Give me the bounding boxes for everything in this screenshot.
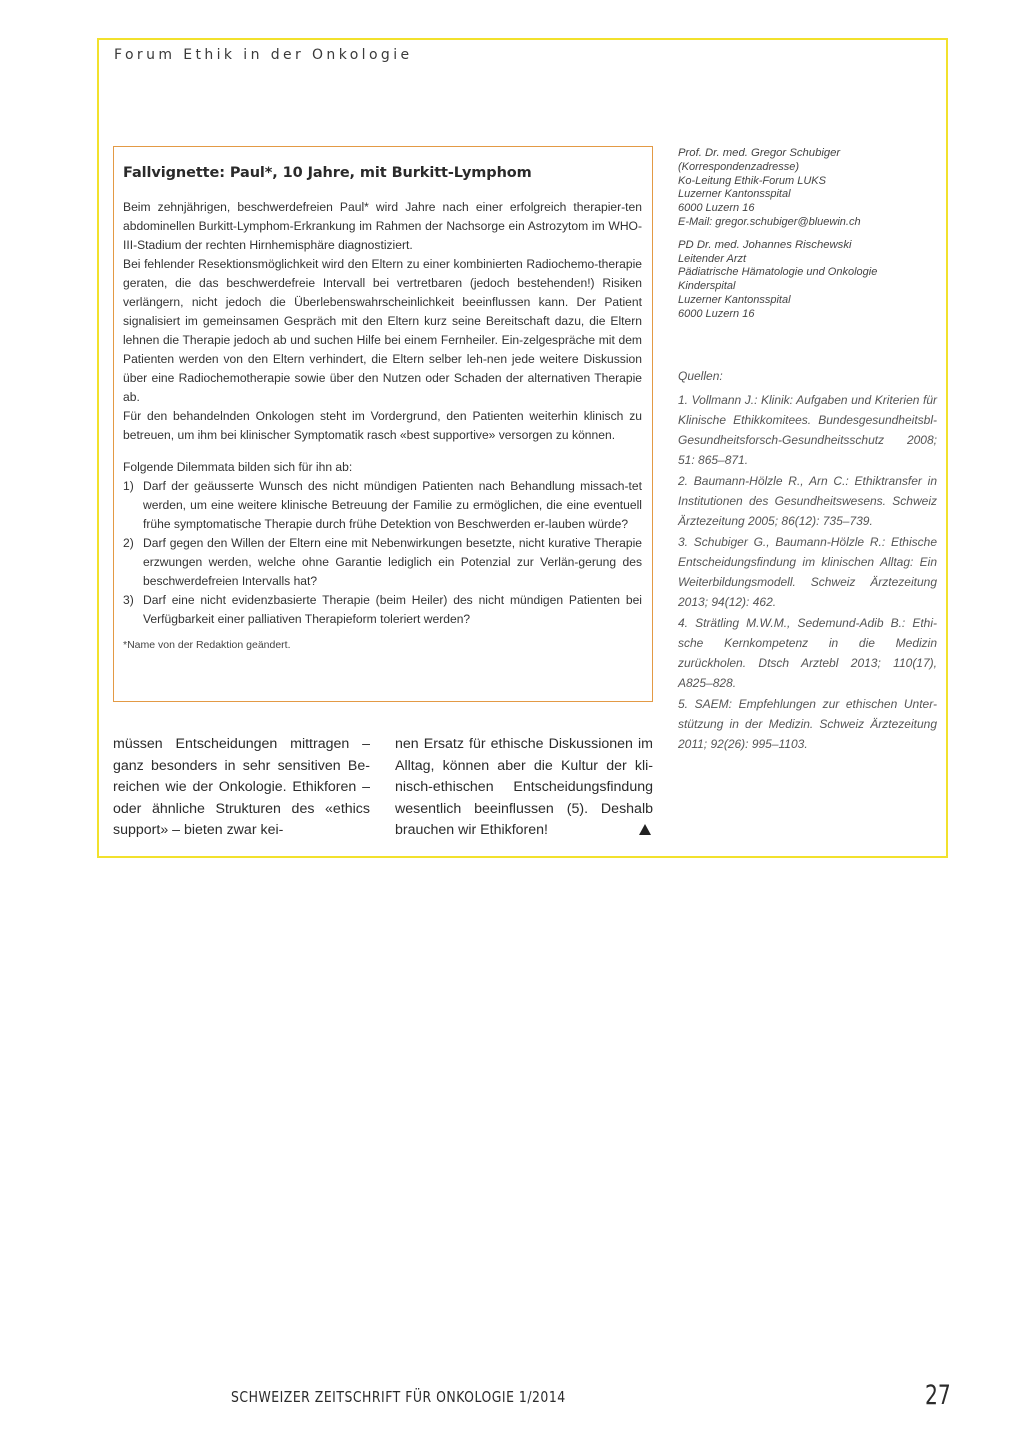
reference-item: 2. Baumann-Hölzle R., Arn C.: Ethiktransfer in Institutionen des Gesundheitswesens. Schweiz Ärztezeitung 2005; 86(12): 735–739. [678,474,937,528]
dilemma-item [123,534,642,591]
dilemma-list [123,477,642,629]
author-block [678,239,940,322]
author-line: 6000 Luzern 16 [678,202,755,215]
reference-item: 3. Schubiger G., Baumann-Hölzle R.: Ethische Entscheidungsfindung im klinischen Alltag: Ein Weiterbildungsmodell. Schweiz Ärztezeitung 2013; 94(12): 462. [678,535,937,609]
dilemma-number: 1) [123,479,134,493]
author-line: Luzerner Kantonsspital [678,188,791,201]
author-line: (Korrespondenzadresse) [678,160,800,173]
case-vignette-box [113,146,653,702]
reference-item: 5. SAEM: Empfehlungen zur ethischen Unter-stützung in der Medizin. Schweiz Ärztezeitung 2011; 92(26): 995–1103. [678,697,937,751]
dilemma-item [123,477,642,534]
author-line: Pädiatrische Hämatologie und Onkologie [678,266,878,279]
case-body [123,198,642,651]
case-paragraph: Für den behandelnden Onkologen steht im Vordergrund, den Patienten weiterhin klinisch zu betreuen, um ihm bei klinischer Symptomatik rasch «best supportive» versorgen zu können. [123,409,642,442]
author-name: PD Dr. med. Johannes Rischewski [678,238,852,251]
section-title: Forum Ethik in der Onkologie [114,47,413,63]
case-title: Fallvignette: Paul*, 10 Jahre, mit Burkitt-Lymphom [123,165,532,181]
case-footnote: *Name von der Redaktion geändert. [123,639,291,651]
body-text-right-column: nen Ersatz für ethische Diskussionen im Alltag, können aber die Kultur der kli-nisch-ethischen Entscheidungsfindung wesentlich beeinflussen (5). Deshalb brauchen wir Ethikforen! [395,736,653,839]
author-name: Prof. Dr. med. Gregor Schubiger [678,147,841,159]
dilemma-intro: Folgende Dilemmata bilden sich für ihn ab: [123,460,353,474]
author-block [678,147,940,230]
reference-item: 4. Strätling M.W.M., Sedemund-Adib B.: Ethi-sche Kernkompetenz in die Medizin zurückholen. Dtsch Arztebl 2013; 110(17), A825–828. [678,616,937,690]
case-paragraph: Beim zehnjährigen, beschwerdefreien Paul* wird Jahre nach einer erfolgreich therapier-ten abdominellen Burkitt-Lymphom-Erkrankung im Rahmen der Nachsorge ein Astrozytom im WHO-III-Stadium der rechten Hirnhemisphäre diagnostiziert. [123,200,642,252]
author-email: E-Mail: gregor.schubiger@bluewin.ch [678,215,861,228]
reference-item: 1. Vollmann J.: Klinik: Aufgaben und Kriterien für Klinische Ethikkomitees. Bundesgesundheitsbl-Gesundheitsforsch-Gesundheitsschutz 2008; 51: 865–871. [678,393,937,467]
dilemma-number: 2) [123,536,134,550]
references [678,366,937,755]
case-paragraph: Bei fehlender Resektionsmöglichkeit wird den Eltern zu einer kombinierten Radiochemo-therapie geraten, die das beschwerdefreie Intervall bei vertretbaren (jedoch bestehenden!) Risiken verlängern, nicht jedoch die Überlebenswahrscheinlichkeit beeinflussen kann. Der Patient signalisiert im gemeinsamen Gespräch mit den Eltern kurz seine Bereitschaft dazu, die Eltern lehnen die Therapie jedoch ab und suchen Hilfe bei einem Fernheiler. Ein-zelgespräche mit dem Patienten werden von den Eltern verhindert, die Eltern selber leh-nen jede weitere Diskussion über eine Radiochemotherapie sowie über den Nutzen oder Schaden der alternativen Therapie ab. [123,257,642,404]
author-line: Leitender Arzt [678,252,747,265]
dilemma-text: Darf der geäusserte Wunsch des nicht mündigen Patienten nach Behandlung missach-tet werden, um eine weitere klinische Betreuung der Familie zu ermöglichen, die eine eventuell frühe symptomatische Therapie durch frühe Detektion von Beschwerden er-lauben würde? [143,479,642,531]
journal-footer: SCHWEIZER ZEITSCHRIFT FÜR ONKOLOGIE 1/2014 [231,1388,566,1406]
references-label: Quellen: [678,369,723,383]
end-of-article-triangle-icon [639,824,651,835]
author-line: Kinderspital [678,280,736,293]
page-number: 27 [925,1380,951,1411]
dilemma-text: Darf eine nicht evidenzbasierte Therapie (beim Heiler) des nicht mündigen Patienten bei Verfügbarkeit einer palliativen Therapieform toleriert werden? [143,593,642,626]
author-line: 6000 Luzern 16 [678,307,755,320]
body-text-left-column: müssen Entscheidungen mittragen – ganz besonders in sehr sensitiven Be-reichen wie der Onkologie. Ethikforen – oder ähnliche Strukturen des «ethics support» – bieten zwar kei- [113,736,370,839]
author-info [678,147,940,322]
dilemma-number: 3) [123,593,134,607]
author-line: Ko-Leitung Ethik-Forum LUKS [678,174,826,187]
dilemma-text: Darf gegen den Willen der Eltern eine mit Nebenwirkungen besetzte, nicht kurative Therapie erzwungen werden, welche ohne Garantie lediglich ein Potenzial zur Verlän-gerung des beschwerdefreien Intervalls hat? [143,536,642,588]
author-line: Luzerner Kantonsspital [678,293,791,306]
dilemma-item [123,591,642,629]
